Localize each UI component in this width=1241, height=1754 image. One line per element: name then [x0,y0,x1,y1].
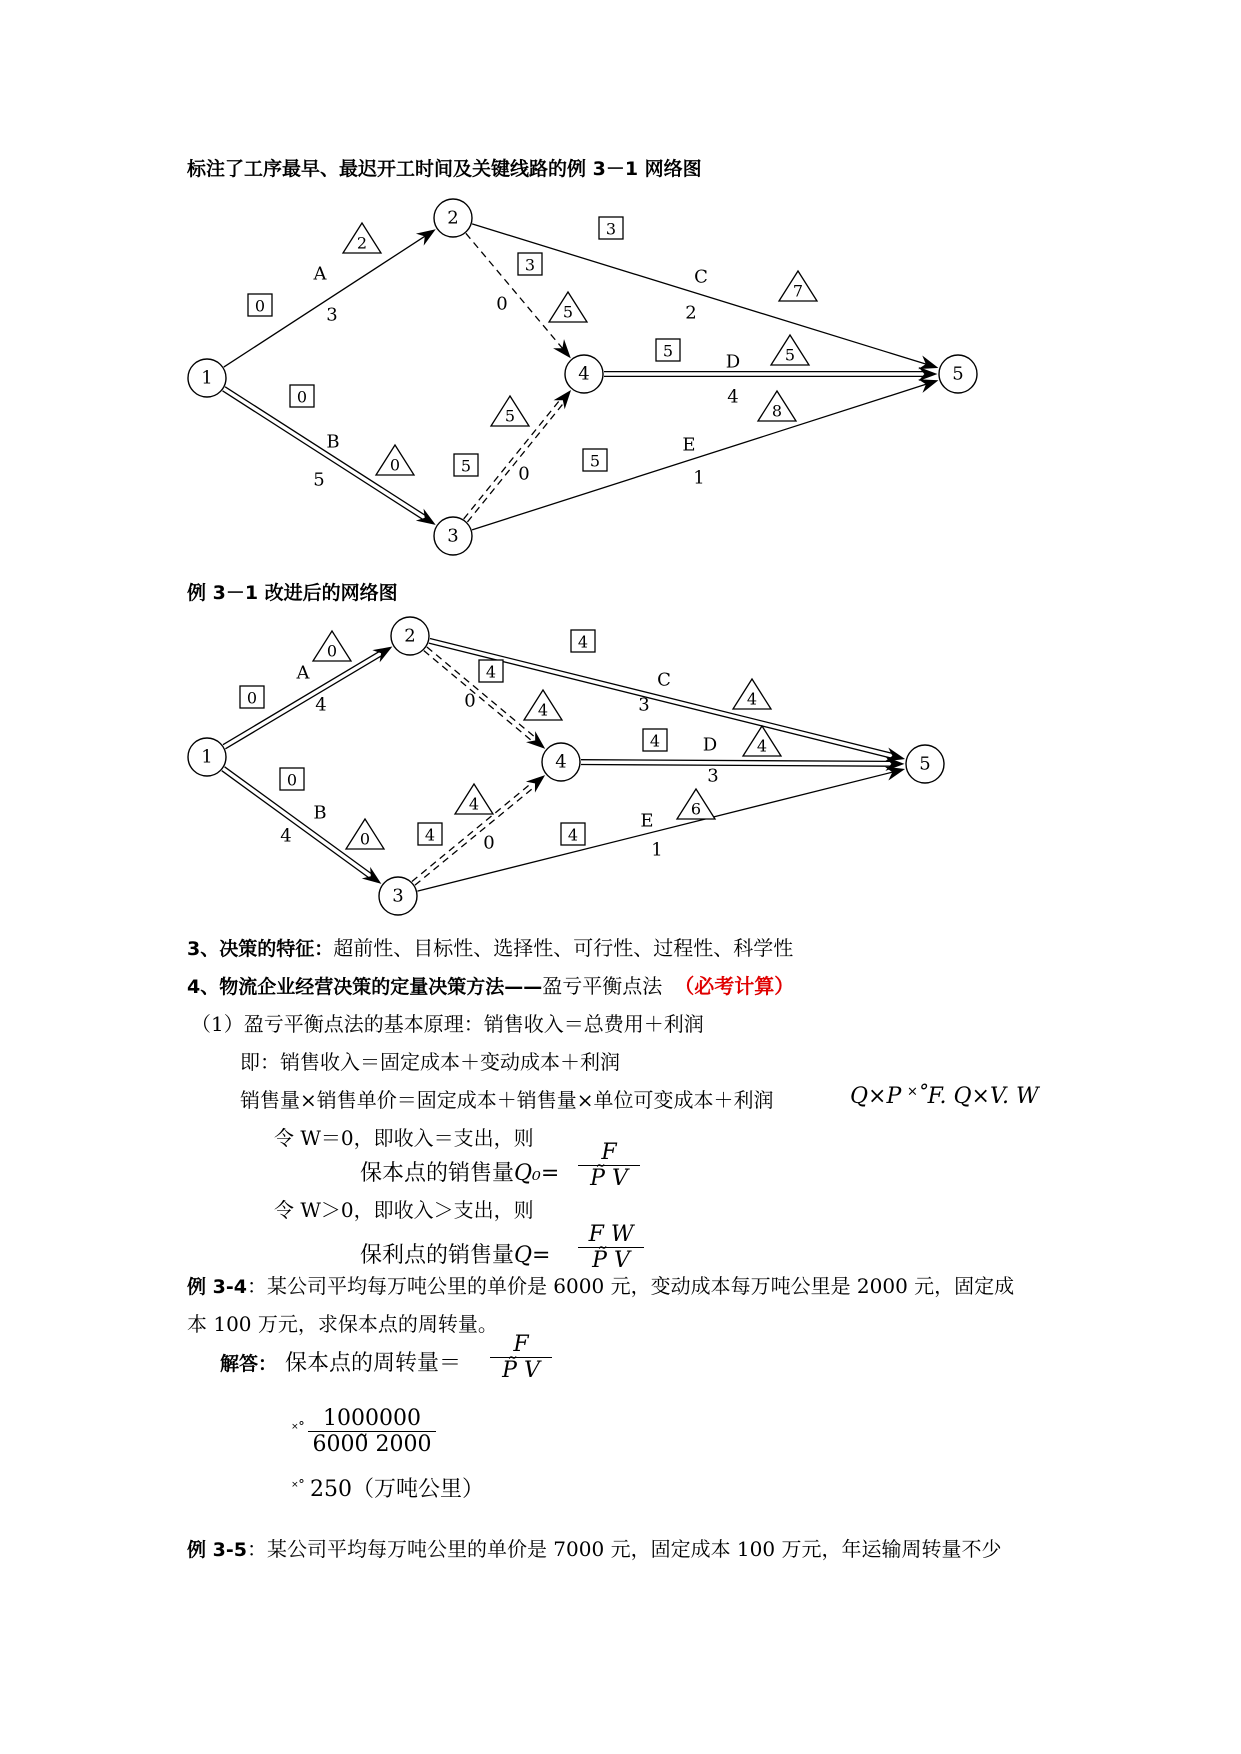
equals-mark-1: ˟˚ [292,1420,306,1438]
example35-text: ：某公司平均每万吨公里的单价是 7000 元，固定成本 100 万元，年运输周转量不少 [246,1537,1002,1561]
earliest-start-value: 0 [254,296,266,316]
earliest-start-value: 0 [246,688,258,708]
activity-duration: 5 [313,469,325,491]
arrow-head [528,733,544,748]
answer-label: 解答： [220,1353,278,1375]
earliest-start-value: 3 [524,255,536,275]
section4-heading: 4、物流企业经营决策的定量决策方法—— [187,976,543,998]
profit-fraction [578,1222,644,1273]
answer-line [220,1346,461,1377]
network-diagram-2 [150,610,1010,920]
section4-method: 盈亏平衡点法 [542,974,663,998]
breakeven-formula [360,1156,559,1187]
activity-duration: 4 [280,825,292,847]
dummy-duration: 0 [483,832,495,854]
node-label: 1 [201,746,213,768]
node-label: 4 [578,363,590,385]
activity-name: E [640,810,654,832]
node-label: 4 [555,751,567,773]
activity-name: B [313,802,327,824]
principle-line1: （1）盈亏平衡点法的基本原理：销售收入＝总费用＋利润 [191,1012,704,1036]
latest-start-value: 7 [792,281,804,301]
latest-start-value: 2 [356,233,368,253]
arrow-head [555,341,570,357]
section4-note: （必考计算） [674,974,795,998]
earliest-start-value: 5 [589,451,601,471]
calc-denominator: 6000̃ 2000 [312,1432,432,1457]
condition-w-positive: 令 W＞0，即收入＞支出，则 [274,1198,534,1222]
dummy-activity-line [466,233,565,351]
critical-path-line [581,765,893,767]
breakeven-lhs: Q₀= [514,1161,560,1186]
latest-start-value: 4 [746,689,758,709]
activity-duration: 4 [315,694,327,716]
fraction-denominator: P̃ V [590,1166,628,1191]
latest-start-value: 4 [537,700,549,720]
node-label: 5 [952,363,964,385]
activity-duration: 3 [707,765,719,787]
earliest-start-value: 4 [424,825,436,845]
node-label: 3 [392,885,404,907]
dummy-duration: 0 [464,690,476,712]
example34-text1: ：某公司平均每万吨公里的单价是 6000 元，变动成本每万吨公里是 2000 元，固定成 [246,1274,1015,1298]
activity-name: C [657,669,671,691]
node-label: 1 [201,367,213,389]
earliest-start-value: 3 [605,219,617,239]
activity-duration: 3 [326,304,338,326]
earliest-start-value: 4 [567,825,579,845]
activity-name: A [296,662,310,684]
latest-start-value: 5 [562,302,574,322]
section3-line [187,932,793,961]
breakeven-fraction [578,1140,640,1191]
activity-line [472,224,929,365]
equals-mark-2: ˟˚ [292,1478,306,1496]
fraction-denominator: P̃ V [592,1248,630,1273]
activity-name: A [313,263,327,285]
profit-label: 保利点的销售量 [360,1243,515,1268]
activity-line [472,383,929,530]
latest-start-value: 0 [359,829,371,849]
answer-text: 保本点的周转量＝ [285,1351,462,1376]
breakeven-label: 保本点的销售量 [360,1161,515,1186]
latest-start-value: 5 [784,345,796,365]
dummy-duration: 0 [496,293,508,315]
activity-duration: 1 [651,839,663,861]
earliest-start-value: 5 [460,456,472,476]
profit-lhs: Q= [514,1243,551,1268]
example34-text2: 本 100 万元，求保本点的周转量。 [187,1312,498,1336]
node-label: 2 [447,207,459,229]
fraction-numerator: F [490,1332,552,1358]
activity-name: B [326,431,340,453]
activity-duration: 2 [685,302,697,324]
earliest-start-value: 4 [485,662,497,682]
network-diagram-1 [150,180,1010,565]
activity-line [417,771,895,891]
profit-formula [360,1238,551,1269]
latest-start-value: 4 [468,794,480,814]
dummy-duration: 0 [518,463,530,485]
principle-line2: 即：销售收入＝固定成本＋变动成本＋利润 [240,1050,620,1074]
section4-line [187,970,794,999]
latest-start-value: 8 [771,401,783,421]
example35-line [187,1533,1001,1562]
activity-name: D [725,351,741,373]
arrow-head [920,368,936,380]
latest-start-value: 0 [389,455,401,475]
condition-w-zero: 令 W＝0，即收入＝支出，则 [274,1126,534,1150]
activity-name: C [694,266,708,288]
critical-path-line [581,760,893,762]
example35-label: 例 3-5 [187,1539,247,1561]
principle-formula: Q×P ˟˚F. Q×V. W [850,1084,1039,1109]
activity-duration: 4 [727,386,739,408]
latest-start-value: 6 [690,799,702,819]
principle-line3: 销售量×销售单价＝固定成本＋销售量×单位可变成本＋利润 [240,1088,774,1112]
latest-start-value: 4 [756,736,768,756]
earliest-start-value: 4 [649,731,661,751]
earliest-start-value: 4 [577,632,589,652]
fraction-numerator: F [578,1140,640,1166]
section3-body: 超前性、目标性、选择性、可行性、过程性、科学性 [333,936,794,960]
arrow-head [528,776,544,791]
fraction-denominator: P̃ V [502,1358,540,1383]
earliest-start-value: 0 [286,770,298,790]
calc-result: 250（万吨公里） [310,1477,484,1502]
activity-duration: 1 [693,467,705,489]
activity-name: E [682,434,696,456]
answer-fraction [490,1332,552,1383]
calc-numerator: 1000000 [308,1406,436,1432]
latest-start-value: 5 [504,406,516,426]
earliest-start-value: 0 [296,387,308,407]
example34-label: 例 3-4 [187,1276,247,1298]
latest-start-value: 0 [326,641,338,661]
section3-heading: 3、决策的特征： [187,938,334,960]
calc-fraction [308,1406,436,1457]
node-label: 3 [447,525,459,547]
diagram2-title: 例 3－1 改进后的网络图 [187,582,398,604]
example34-line1 [187,1270,1014,1299]
earliest-start-value: 5 [662,341,674,361]
activity-duration: 3 [638,694,650,716]
diagram1-title: 标注了工序最早、最迟开工时间及关键线路的例 3－1 网络图 [187,158,702,180]
node-label: 5 [919,753,931,775]
activity-name: D [702,734,718,756]
arrow-head [418,230,435,244]
node-label: 2 [404,625,416,647]
fraction-numerator: F W [578,1222,644,1248]
